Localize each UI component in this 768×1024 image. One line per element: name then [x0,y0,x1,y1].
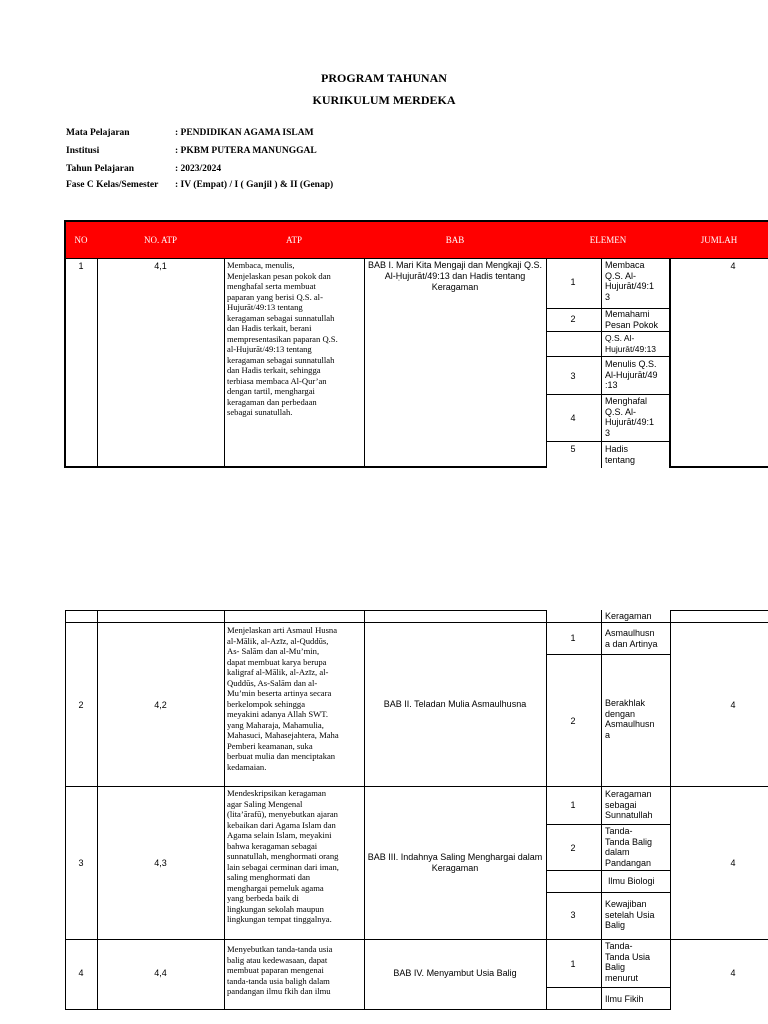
elemen-text: Keragaman sebagai Sunnatullah [605,789,653,820]
elemen-text: Ilmu Fikih [605,994,644,1004]
elemen-row-border [546,824,670,825]
elemen-text: Tanda- Tanda Usia Balig menurut [605,941,651,983]
meta-label-phase: Fase C Kelas/Semester [66,180,159,190]
col-divider [224,610,225,1010]
elemen-text: Menulis Q.S. Al-Hujurāt/49 :13 [605,359,658,390]
header-jumlah: JUMLAH [670,221,768,258]
elemen-number: 1 [570,959,576,969]
table-top-border [65,610,546,611]
row-atp-text: Menjelaskan arti Asmaul Husna al-Mālik, al-Azīz, al-Quddūs, As- Salām dan al-Mu’min, dapat membuat karya berupa kaligraf al-Mālik, al-Azīz, al- Quddūs, As-Salām dan al- Mu’min beserta artinya secara berkelompok sehingga meyakini adanya Allah SWT. yang Maharaja, Mahamulia, Mahasuci, Mahasejahtera, Maha Pemberi keamanan, suka berbuat mulia dan menciptakan kedamaian. [227,625,339,772]
elemen-text: Membaca Q.S. Al- Hujurāt/49:1 3 [605,260,655,302]
meta-value-institution: : PKBM PUTERA MANUNGGAL [175,146,317,156]
table-bottom-border [546,1009,670,1010]
elemen-text: Hadis tentang [605,444,636,465]
row-atp-text: Menyebutkan tanda-tanda usia balig atau kedewasaan, dapat membuat paparan mengenai tanda-tanda usia baligh dalam pandangan ilmu fkih dan ilmu [227,944,333,996]
meta-value-phase: : IV (Empat) / I ( Ganjil ) & II (Genap) [175,180,334,190]
elemen-number: 1 [570,633,576,643]
row-jumlah: 4 [730,968,736,978]
row-no: 4 [78,968,84,978]
row-no: 1 [78,261,84,271]
header-atp: ATP [224,221,364,258]
elemen-number: 3 [570,910,576,920]
header-bab: BAB [364,221,546,258]
elemen-divider [601,394,602,442]
meta-label-institution: Institusi [66,146,100,156]
row-jumlah: 4 [730,858,736,868]
elemen-number: 1 [570,800,576,810]
col-divider [97,610,98,1010]
elemen-divider [601,258,602,309]
elemen-text: Ilmu Biologi [608,876,655,886]
table-bottom-border [65,1009,546,1010]
row-atp-text: Mendeskripsikan keragaman agar Saling Mengenal (lita’ārafū), menyebutkan ajaran kebaikan dari Agama Islam dan Agama selain Islam, meyakini bahwa keragaman sebagai sunnatullah, menghormati orang lain sebagai cerminan dari iman, saling menghormati dan menghargai pemeluk agama yang berbeda baik di lingkungan sekolah maupun lingkungan tempat tinggalnya. [227,788,339,924]
meta-label-year: Tahun Pelajaran [66,164,135,174]
row-atp-no: 4,1 [154,261,167,271]
elemen-number: 2 [570,716,576,726]
elemen-divider [601,441,602,468]
meta-value-subject: : PENDIDIKAN AGAMA ISLAM [175,128,314,138]
elemen-text: Q.S. Al- Hujurāt/49:13 [605,333,657,354]
row-atp-no: 4,2 [154,700,167,710]
elemen-text: Menghafal Q.S. Al- Hujurāt/49:1 3 [605,396,655,438]
elemen-text: Memahami Pesan Pokok [605,309,659,330]
table-top-border [64,220,768,222]
elemen-divider [601,786,602,939]
row-bab: BAB IV. Menyambut Usia Balig [393,968,517,978]
table-left-border [65,610,66,1010]
elemen-divider [601,308,602,332]
table-top-border [670,610,768,611]
elemen-number: 3 [570,371,576,381]
col-divider [364,258,365,467]
header-elemen: ELEMEN [546,221,670,258]
elemen-row-border [546,654,670,655]
elemen-divider [601,331,602,357]
table-bottom-border [64,466,546,468]
elemen-number: 1 [570,277,576,287]
col-divider [97,258,98,467]
elemen-text: Tanda- Tanda Balig dalam Pandangan [605,826,653,868]
elemen-number: 2 [570,843,576,853]
header-no: NO [65,221,97,258]
row-atp-no: 4,3 [154,858,167,868]
elemen-number: 4 [570,413,576,423]
row-border [65,622,768,623]
row-bab: BAB II. Teladan Mulia Asmaulhusna [383,699,527,709]
table-bottom-border [669,466,768,468]
row-no: 3 [78,858,84,868]
row-bab: BAB I. Mari Kita Mengaji dan Mengkaji Q.S. Al-Ḥujurāt/49:13 dan Hadis tentang Keragaman [367,260,543,292]
elemen-text: Asmaulhusn a dan Artinya [605,628,658,649]
row-bab: BAB III. Indahnya Saling Menghargai dalam Keragaman [367,852,543,873]
meta-value-year: : 2023/2024 [175,164,222,174]
elemen-number: 2 [570,314,576,324]
row-border [65,939,768,940]
row-jumlah: 4 [730,261,736,271]
elemen-divider [601,939,602,1010]
elemen-text: Keragaman [605,611,652,621]
col-divider [670,610,671,1010]
elemen-divider [601,622,602,786]
col-divider [224,258,225,467]
elemen-text: Berakhlak dengan Asmaulhusn a [605,698,655,740]
row-border [65,786,768,787]
elemen-divider [601,356,602,395]
row-atp-text: Membaca, menulis, Menjelaskan pesan pokok dan menghafal serta membuat paparan yang berisi Q.S. al- Hujurāt/49:13 tentang keragaman sebagai sunnatullah dan Hadis terkait, berani mempresentasikan paparan Q.S. al-Hujurāt/49:13 tentang keragaman sebagai sunnatullah dan Hadis terkait, sehingga terbiasa membaca Al-Qur’an dengan tartil, menghargai keragaman dan perbedaan sebagai sunatullah. [227,260,338,417]
page-title: PROGRAM TAHUNAN [321,71,447,85]
page-subtitle: KURIKULUM MERDEKA [312,93,456,107]
elemen-row-border [546,870,670,871]
meta-label-subject: Mata Pelajaran [66,128,130,138]
col-divider [364,610,365,1010]
elemen-text: Kewajiban setelah Usia Balig [605,899,655,930]
col-divider [546,610,547,1010]
row-no: 2 [78,700,84,710]
row-atp-no: 4,4 [154,968,167,978]
elemen-row-border [546,987,670,988]
elemen-divider [601,610,602,622]
row-jumlah: 4 [730,700,736,710]
elemen-number: 5 [570,444,576,454]
elemen-row-border [546,892,670,893]
header-atp-no: NO. ATP [97,221,224,258]
